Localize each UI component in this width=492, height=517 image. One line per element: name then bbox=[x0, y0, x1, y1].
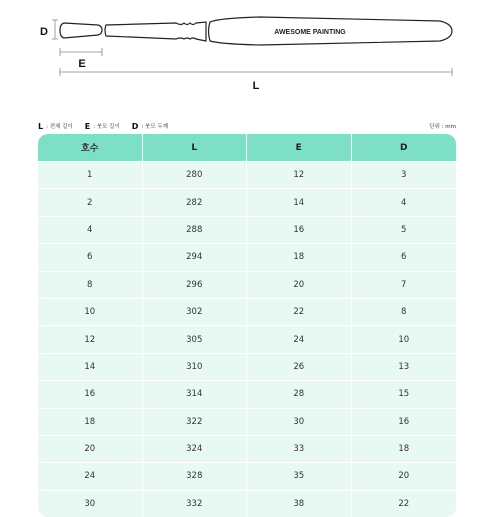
header-e: E bbox=[247, 134, 352, 161]
brand-text: AWESOME PAINTING bbox=[274, 29, 346, 36]
cell-e: 33 bbox=[247, 435, 352, 462]
cell-d: 7 bbox=[352, 271, 457, 298]
table-body bbox=[38, 161, 456, 517]
cell-size-number: 12 bbox=[38, 325, 143, 352]
table-row bbox=[38, 216, 456, 243]
table-row bbox=[38, 271, 456, 298]
cell-e: 20 bbox=[247, 271, 352, 298]
table-row bbox=[38, 161, 456, 188]
cell-e: 35 bbox=[247, 462, 352, 489]
table-row bbox=[38, 462, 456, 489]
header-l: L bbox=[143, 134, 248, 161]
table-row bbox=[38, 408, 456, 435]
table-row bbox=[38, 490, 456, 517]
dimension-label-e: E bbox=[78, 58, 86, 70]
cell-l: 282 bbox=[143, 188, 248, 215]
legend-row bbox=[38, 120, 456, 132]
legend-item-l: L : 전체 길이 bbox=[38, 121, 73, 131]
table-row bbox=[38, 325, 456, 352]
cell-e: 30 bbox=[247, 408, 352, 435]
cell-l: 328 bbox=[143, 462, 248, 489]
cell-l: 296 bbox=[143, 271, 248, 298]
cell-size-number: 16 bbox=[38, 380, 143, 407]
unit-label: 단위 : mm bbox=[429, 124, 456, 130]
table-row bbox=[38, 380, 456, 407]
table-header-row bbox=[38, 134, 456, 161]
cell-l: 305 bbox=[143, 325, 248, 352]
cell-d: 18 bbox=[352, 435, 457, 462]
cell-l: 302 bbox=[143, 298, 248, 325]
cell-e: 14 bbox=[247, 188, 352, 215]
cell-d: 15 bbox=[352, 380, 457, 407]
cell-e: 16 bbox=[247, 216, 352, 243]
cell-size-number: 8 bbox=[38, 271, 143, 298]
cell-e: 38 bbox=[247, 490, 352, 517]
cell-d: 4 bbox=[352, 188, 457, 215]
cell-l: 288 bbox=[143, 216, 248, 243]
cell-l: 332 bbox=[143, 490, 248, 517]
cell-l: 324 bbox=[143, 435, 248, 462]
brush-diagram bbox=[0, 0, 492, 100]
cell-e: 28 bbox=[247, 380, 352, 407]
size-table bbox=[38, 134, 456, 517]
header-size-number: 호수 bbox=[38, 134, 143, 161]
cell-e: 18 bbox=[247, 243, 352, 270]
cell-e: 24 bbox=[247, 325, 352, 352]
cell-l: 280 bbox=[143, 161, 248, 188]
cell-e: 22 bbox=[247, 298, 352, 325]
cell-size-number: 4 bbox=[38, 216, 143, 243]
header-d: D bbox=[352, 134, 457, 161]
cell-size-number: 6 bbox=[38, 243, 143, 270]
cell-d: 22 bbox=[352, 490, 457, 517]
cell-d: 3 bbox=[352, 161, 457, 188]
cell-d: 6 bbox=[352, 243, 457, 270]
cell-size-number: 14 bbox=[38, 353, 143, 380]
cell-l: 322 bbox=[143, 408, 248, 435]
dimension-label-l: L bbox=[252, 80, 260, 92]
cell-size-number: 20 bbox=[38, 435, 143, 462]
cell-d: 5 bbox=[352, 216, 457, 243]
legend-item-d: D : 붓모 두께 bbox=[131, 121, 169, 131]
cell-e: 26 bbox=[247, 353, 352, 380]
cell-d: 8 bbox=[352, 298, 457, 325]
cell-l: 314 bbox=[143, 380, 248, 407]
cell-size-number: 18 bbox=[38, 408, 143, 435]
table-row bbox=[38, 188, 456, 215]
table-row bbox=[38, 353, 456, 380]
cell-d: 16 bbox=[352, 408, 457, 435]
cell-l: 310 bbox=[143, 353, 248, 380]
cell-size-number: 10 bbox=[38, 298, 143, 325]
cell-size-number: 2 bbox=[38, 188, 143, 215]
cell-size-number: 24 bbox=[38, 462, 143, 489]
cell-size-number: 1 bbox=[38, 161, 143, 188]
table-row bbox=[38, 243, 456, 270]
cell-e: 12 bbox=[247, 161, 352, 188]
brush-outline bbox=[60, 17, 452, 45]
cell-l: 294 bbox=[143, 243, 248, 270]
cell-d: 13 bbox=[352, 353, 457, 380]
table-row bbox=[38, 298, 456, 325]
cell-d: 10 bbox=[352, 325, 457, 352]
legend-item-e: E : 붓모 길이 bbox=[84, 121, 120, 131]
cell-d: 20 bbox=[352, 462, 457, 489]
dimension-label-d: D bbox=[40, 26, 48, 38]
cell-size-number: 30 bbox=[38, 490, 143, 517]
table-row bbox=[38, 435, 456, 462]
